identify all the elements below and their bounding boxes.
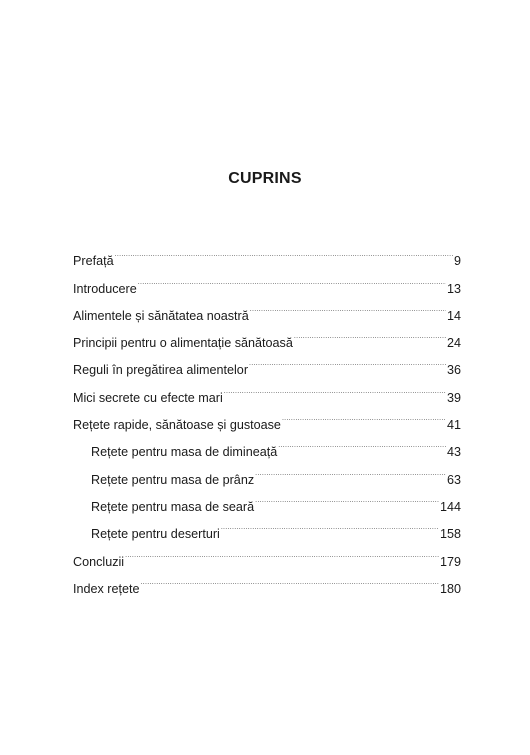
toc-leader-dots xyxy=(282,402,446,429)
toc-entry-page: 144 xyxy=(439,499,461,514)
toc-entry-page: 14 xyxy=(446,308,461,323)
toc-entry-label: Reguli în pregătirea alimentelor xyxy=(73,363,249,378)
toc-entry-page: 179 xyxy=(439,554,461,569)
toc-entry-label: Mici secrete cu efecte mari xyxy=(73,390,223,405)
toc-entry-page: 180 xyxy=(439,581,461,596)
toc-entry-label: Rețete rapide, sănătoase și gustoase xyxy=(73,418,281,433)
toc-leader-dots xyxy=(221,511,439,538)
toc-leader-dots xyxy=(115,238,453,265)
toc-leader-dots xyxy=(141,566,439,593)
toc-entry xyxy=(73,238,461,269)
toc-title: CUPRINS xyxy=(228,170,302,187)
toc-leader-dots xyxy=(138,265,446,292)
toc-entry-label: Introducere xyxy=(73,281,137,296)
toc-entry-page: 41 xyxy=(446,418,461,433)
toc-entry-label: Rețete pentru deserturi xyxy=(91,527,220,542)
table-of-contents xyxy=(73,238,461,596)
toc-entry-label: Rețete pentru masa de prânz xyxy=(91,472,255,487)
toc-leader-dots xyxy=(125,538,439,565)
toc-leader-dots xyxy=(224,374,446,401)
toc-entry xyxy=(73,538,461,569)
toc-entry xyxy=(73,566,461,596)
toc-entry-page: 36 xyxy=(446,363,461,378)
toc-leader-dots xyxy=(255,484,439,511)
toc-leader-dots xyxy=(249,347,446,374)
toc-leader-dots xyxy=(250,293,446,320)
toc-entry-page: 24 xyxy=(446,336,461,351)
toc-entry-page: 158 xyxy=(439,527,461,542)
toc-entry xyxy=(73,265,461,296)
toc-entry-label: Index rețete xyxy=(73,581,140,596)
toc-leader-dots xyxy=(294,320,446,347)
toc-entry-label: Rețete pentru masa de seară xyxy=(91,499,255,514)
toc-entry-page: 63 xyxy=(446,472,461,487)
toc-entry-page: 43 xyxy=(446,445,461,460)
toc-leader-dots xyxy=(278,429,446,456)
toc-entry-label: Alimentele și sănătatea noastră xyxy=(73,308,249,323)
toc-entry-label: Concluzii xyxy=(73,554,125,569)
toc-entry-page: 13 xyxy=(446,281,461,296)
toc-entry-page: 39 xyxy=(446,390,461,405)
toc-leader-dots xyxy=(255,456,446,483)
toc-entry-label: Prefață xyxy=(73,254,114,269)
toc-entry-label: Rețete pentru masa de dimineață xyxy=(91,445,278,460)
toc-entry-label: Principii pentru o alimentație sănătoasă xyxy=(73,336,293,351)
toc-entry-page: 9 xyxy=(453,254,461,269)
